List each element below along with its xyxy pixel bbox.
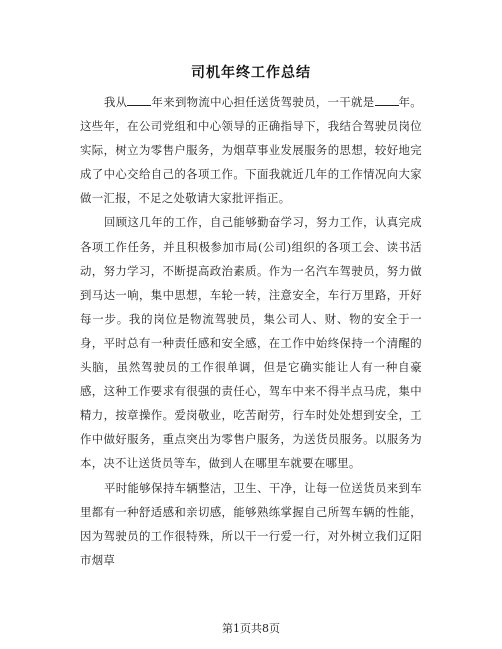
fill-blank-years <box>375 93 399 106</box>
paragraph-1-rest: 年。这些年，在公司党组和中心领导的正确指导下，我结合驾驶员岗位实际，树立为零售户服务，为烟草事业发展服务的思想，较好地完成了中心交给自己的各项工作。下面我就近几年的工作情况向大家做一汇报，不足之处敬请大家批评指正。 <box>80 95 422 206</box>
page-number-footer: 第1页共8页 <box>222 622 280 635</box>
paragraph-2: 回顾这几年的工作，自己能够勤奋学习，努力工作，认真完成各项工作任务，并且积极参加市局(公司)组织的各项工会、读书活动，努力学习，不断提高政治素质。作为一名汽车驾驶员，努力做到马达一响，集中思想，车轮一转，注意安全，车行万里路，开好每一步。我的岗位是物流驾驶员，集公司人、财、物的安全于一身，平时总有一种责任感和安全感，在工作中始终保持一个清醒的头脑，虽然驾驶员的工作很单调，但是它确实能让人有一种自豪感，这种工作要求有很强的责任心，驾车中来不得半点马虎，集中精力，按章操作。爱岗敬业，吃苦耐劳，行车时处处想到安全，工作中做好服务，重点突出为零售户服务，为送货员服务。以服务为本，决不让送货员等车，做到人在哪里车就要在哪里。 <box>80 215 422 471</box>
paragraph-3: 平时能够保持车辆整洁，卫生、干净，让每一位送货员来到车里都有一种舒适感和亲切感，能够熟练掌握自己所驾车辆的性能，因为驾驶员的工作很特殊，所以干一行爱一行，对外树立我们辽阳市烟草 <box>80 480 422 567</box>
fill-blank-start-year <box>127 93 151 106</box>
document-title: 司机年终工作总结 <box>191 65 311 81</box>
paragraph-1-start: 我从 <box>103 95 128 109</box>
paragraph-1-middle: 年来到物流中心担任送货驾驶员，一干就是 <box>151 95 375 109</box>
document-body <box>80 90 422 572</box>
paragraph-1 <box>80 90 422 210</box>
